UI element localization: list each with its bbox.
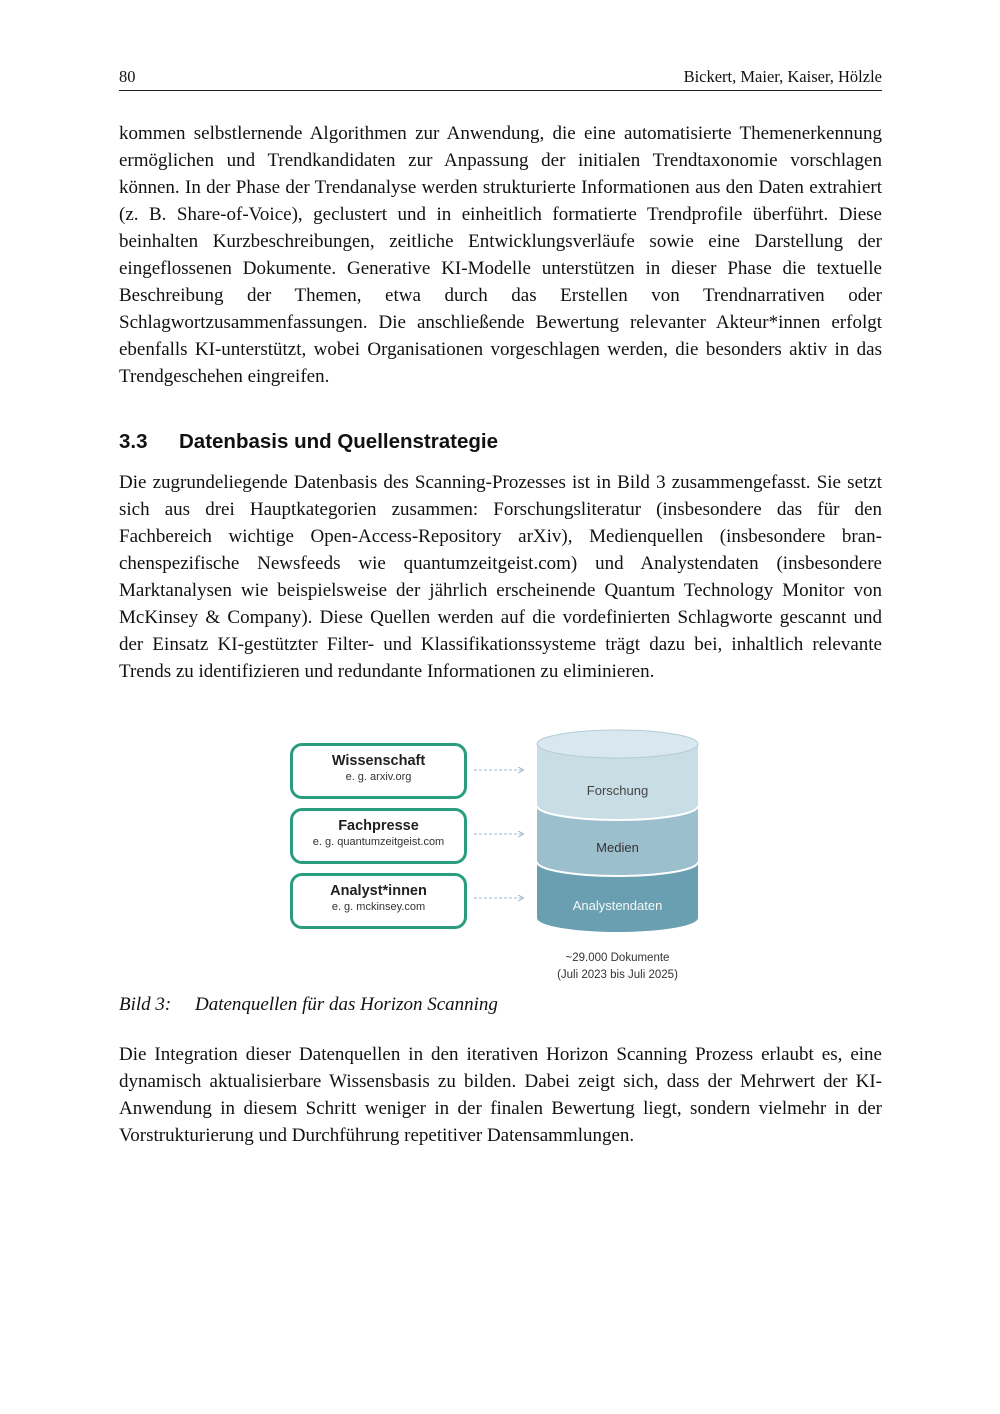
- source-example: e. g. arxiv.org: [345, 771, 412, 783]
- source-box-analystinnen: [290, 873, 467, 929]
- source-title: Fachpresse: [338, 818, 419, 834]
- source-example: e. g. mckinsey.com: [331, 901, 426, 913]
- body-paragraph: Die Integration dieser Datenquellen in den iterativen Horizon Scanning Prozess erlaubt es, eine dynamisch aktualisierbare Wissensbasis zu bilden. Dabei zeigt sich, dass der Mehrwert der KI-Anwendung in diesem Schritt weniger in der finalen Bewertung liegt, sondern vielmehr in der Vorstrukturierung und Durchführung repetitiver Datensammlungen.: [119, 1044, 882, 1146]
- source-title: Analyst*innen: [330, 883, 427, 899]
- figure-caption-label: Bild 3:: [119, 994, 172, 1015]
- figure-caption: [119, 992, 498, 1018]
- section-number: 3.3: [119, 430, 148, 453]
- cylinder-top: [537, 730, 698, 758]
- layer-label-forschung: Forschung: [586, 783, 649, 798]
- figure-note-period: (Juli 2023 bis Juli 2025): [557, 969, 678, 981]
- body-paragraph: kommen selbstlernende Algorithmen zur Anwendung, die eine automatisierte Themenerkennung ermöglichen und Trendkandidaten zur Anpassung der initialen Trendtaxonomie vorschlagen können. In der Phase der Trendanalyse werden strukturierte Informationen aus den Daten extrahiert (z. B. Share-of-Voice), geclustert und in einheitlich formatierte Trendprofile überführt. Diese beinhalten Kurzbeschreibungen, zeitliche Entwicklungsverläufe sowie eine Darstellung der eingeflossenen Dokumente. Generative KI-Modelle unterstützen in dieser Phase die textuelle Beschreibung der Themen, etwa durch das Erstellen von Trendnarrativen oder Schlagwortzusammenfassungen. Die anschließende Bewertung relevanter Akteur*innen erfolgt ebenfalls KI-unterstützt, wobei Organisationen vorgeschlagen werden, die besonders aktiv in das Trendgeschehen eingreifen.: [119, 123, 882, 387]
- source-arrows: [474, 770, 523, 898]
- source-box-fachpresse: [290, 808, 467, 864]
- figure-data-sources: [280, 722, 720, 992]
- source-title: Wissenschaft: [331, 753, 426, 769]
- page-number: 80: [119, 67, 136, 86]
- source-example: e. g. quantumzeitgeist.com: [312, 836, 445, 848]
- body-paragraph: Die zugrundeliegende Datenbasis des Scanning-Prozesses ist in Bild 3 zusammengefasst. Sie setzt sich aus drei Hauptkategorien zusammen: Forschungsliteratur (insbesondere das für den Fachbereich wichtige Open-Access-Repository arXiv), Medienquellen (insbesondere branchenspezifische Newsfeeds wie quantumzeitgeist.com) und Analystendaten (insbesondere Marktanalysen wie beispielsweise der jährlich erscheinende Quantum Technology Monitor von McKinsey & Company). Diese Quellen werden auf die vordefinierten Schlagworte gescannt und der Einsatz KI-gestützter Filter- und Klassifikationssysteme trägt dazu bei, inhaltlich relevante Trends zu identifizieren und redundante Informationen zu eliminieren.: [119, 472, 882, 682]
- running-header-authors: Bickert, Maier, Kaiser, Hölzle: [683, 67, 882, 86]
- running-header: [119, 66, 882, 91]
- section-title: Datenbasis und Quellenstrategie: [179, 430, 498, 453]
- figure-note-count: ~29.000 Dokumente: [565, 952, 670, 964]
- section-heading: [119, 428, 498, 456]
- layer-label-analystendaten: Analystendaten: [572, 898, 663, 913]
- figure-caption-text: Datenquellen für das Horizon Scanning: [195, 994, 498, 1015]
- source-box-wissenschaft: [290, 743, 467, 799]
- layer-label-medien: Medien: [596, 840, 639, 855]
